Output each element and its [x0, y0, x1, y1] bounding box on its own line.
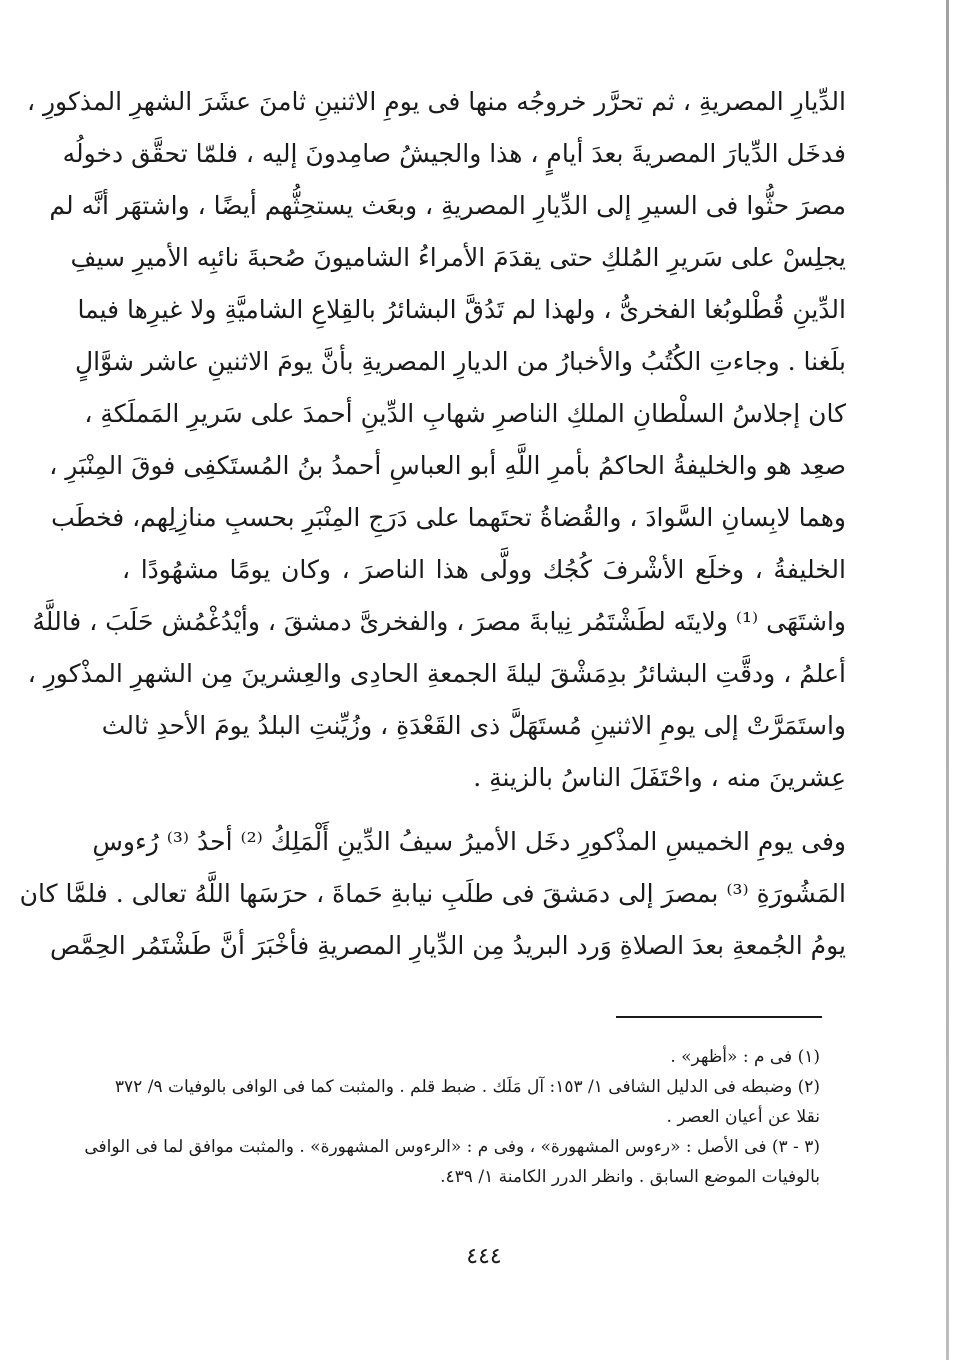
text-line: الدِّيارِ المصريةِ ، ثم تحرَّر خروجُه منها فى يومِ الاثنينِ ثامنَ عشَرَ الشهرِ المذكورِ ، [26, 87, 846, 116]
text-line: واشتَهَى ⁽¹⁾ ولايتَه لطَشْتَمُر نِيابةَ مصرَ ، والفخرىَّ دمشقَ ، وأيْدُغْمُش حَلَبَ ، فاللَّهُ [32, 607, 846, 636]
text-line: وهما لابِسانِ السَّوادَ ، والقُضاةُ تحتَهما على دَرَجِ المِنْبَرِ بحسبِ منازِلِهم، فخطَب [51, 503, 846, 532]
text-line: الخليفةُ ، وخلَع الأشْرفَ كُجُك وولَّى هذا الناصرَ ، وكان يومًا مشهُودًا ، [122, 555, 846, 584]
text-line: عِشرينَ منه ، واحْتَفَلَ الناسُ بالزينةِ . [473, 763, 846, 792]
text-line: فدخَل الدِّيارَ المصريةَ بعدَ أيامٍ ، هذا والجيشُ صامِدونَ إليه ، فلمّا تحقَّق دخولُه [62, 139, 846, 168]
text-line: الدِّينِ قُطْلوبُغا الفخرىُّ ، ولهذا لم تَدُقَّ البشائرُ بالقِلاعِ الشاميَّةِ ولا غيرِها فيما [77, 295, 846, 324]
page-edge-shadow [946, 0, 949, 1360]
text-line: مصرَ حثُّوا فى السيرِ إلى الدِّيارِ المصريةِ ، وبعَث يستحِثُّهم أيضًا ، واشتهَر أنَّه لم [49, 191, 846, 220]
text-line: صعِد هو والخليفةُ الحاكمُ بأمرِ اللَّهِ أبو العباسِ أحمدُ بنُ المُستَكفِى فوقَ المِنْبَرِ ، [49, 451, 846, 480]
text-line: المَشُورَةِ ⁽³⁾ بمصرَ إلى دمَشقَ فى طلَبِ نيابةِ حَماةَ ، حرَسَها اللَّهُ تعالى . فلمَّا كان [19, 879, 846, 908]
footnote-line: (١) فى م : «أظهر» . [670, 1047, 820, 1067]
footnote-line: نقلا عن أعيان العصر . [666, 1107, 820, 1127]
footnote-line: (٣ - ٣) فى الأصل : «رءوس المشهورة» ، وفى م : «الرءوس المشهورة» . والمثبت موافق لما فى الوافى [84, 1137, 820, 1157]
text-line: أعلمُ ، ودقَّتِ البشائرُ بدِمَشْقَ ليلةَ الجمعةِ الحادِى والعِشرينَ مِن الشهرِ المذْكورِ ، [27, 659, 846, 688]
text-line: يجلِسْ على سَريرِ المُلكِ حتى يقدَمَ الأمراءُ الشاميونَ صُحبةَ نائبِه الأميرِ سيفِ [70, 243, 846, 272]
footnote-divider [616, 1016, 822, 1018]
main-text [19, 76, 846, 972]
footnotes [84, 1042, 820, 1192]
paragraph-gap [122, 804, 846, 816]
text-line: وفى يومِ الخميسِ المذْكورِ دخَل الأميرُ سيفُ الدِّينِ أَلْمَلِكُ ⁽²⁾ أحدُ ⁽³⁾ رُءوسِ [92, 827, 846, 856]
text-line: بلَغنا . وجاءتِ الكُتُبُ والأخبارُ من الديارِ المصريةِ بأنَّ يومَ الاثنينِ عاشر شوَّالٍ [74, 347, 846, 376]
text-line: واستَمَرَّتْ إلى يومِ الاثنينِ مُستَهَلَّ ذى القَعْدَةِ ، وزُيِّنتِ البلدُ يومَ الأحدِ ثالث [101, 711, 846, 740]
text-line: يومُ الجُمعةِ بعدَ الصلاةِ وَرد البريدُ مِن الدِّيارِ المصريةِ فأخْبَرَ أنَّ طَشْتَمُر الحِمَّص [49, 931, 846, 960]
page-number: ٤٤٤ [466, 1244, 502, 1269]
text-line: كان إجلاسُ السلْطانِ الملكِ الناصرِ شهابِ الدِّينِ أحمدَ على سَريرِ المَملَكةِ ، [84, 399, 846, 428]
footnote-line: بالوفيات الموضع السابق . وانظر الدرر الكامنة ١/ ٤٣٩. [440, 1167, 820, 1187]
footnote-line: (٢) وضبطه فى الدليل الشافى ١/ ١٥٣: آل مَلَك . ضبط قلم . والمثبت كما فى الوافى بالوفيات ٩/ ٣٧٢ [114, 1077, 820, 1097]
